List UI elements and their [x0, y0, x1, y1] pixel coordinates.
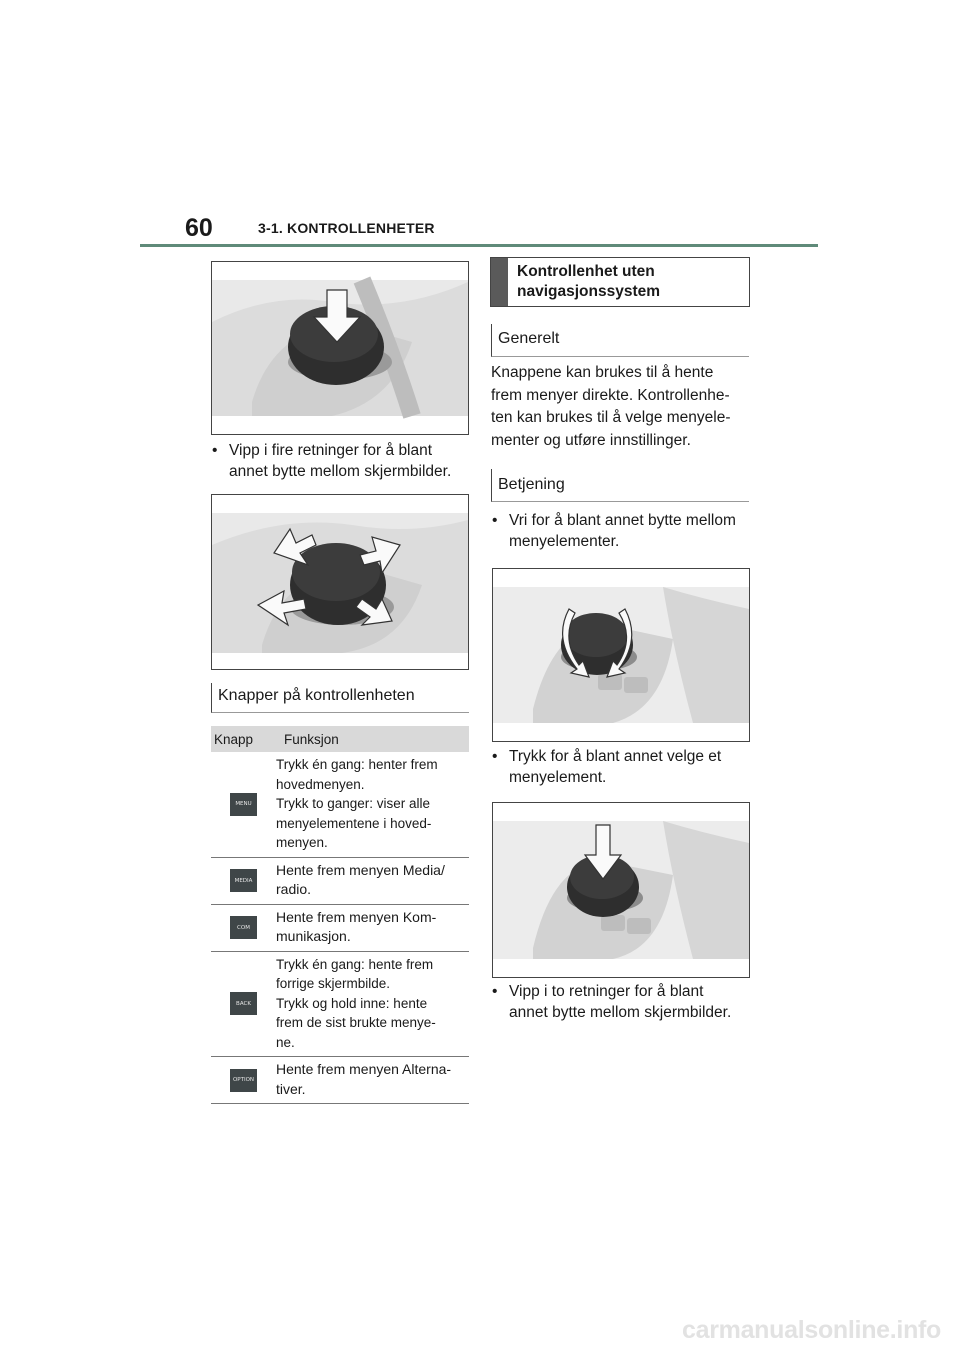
general-heading-text: Generelt	[498, 330, 560, 347]
buttons-table	[211, 726, 469, 1104]
page-number: 60	[185, 214, 213, 242]
bullet-line: annet bytte mellom skjermbilder.	[229, 463, 452, 480]
bullet-tilt-four: • Vipp i fire retninger for å blant annet bytte mellom skjermbilder.	[212, 442, 452, 480]
function-line: Hente frem menyen Media/	[276, 861, 445, 878]
bullet-line: Vipp i to retninger for å blant	[509, 983, 704, 1000]
function-line: hovedmenyen.	[276, 776, 365, 792]
media-key-icon: MEDIA	[230, 869, 257, 892]
com-key-icon: COM	[230, 916, 257, 939]
function-line: munikasjon.	[276, 928, 351, 944]
function-line: Trykk og hold inne: hente	[276, 995, 428, 1011]
buttons-heading	[211, 683, 469, 713]
option-key-icon: OPTION	[230, 1069, 257, 1092]
heading-line: navigasjonssystem	[517, 283, 661, 300]
table-row	[211, 857, 469, 904]
function-line: ne.	[276, 1034, 295, 1050]
function-line: Hente frem menyen Kom-	[276, 908, 437, 925]
back-key-icon: BACK	[230, 992, 257, 1015]
bullet-turn: • Vri for å blant annet bytte mellom menyelementer.	[492, 512, 736, 550]
paragraph-line: menter og utføre innstillinger.	[491, 431, 691, 449]
bullet-press: • Trykk for å blant annet velge et menyelement.	[492, 748, 722, 786]
function-line: radio.	[276, 881, 312, 897]
function-line: tiver.	[276, 1080, 306, 1097]
function-line: menyelementene i hoved-	[276, 815, 432, 831]
paragraph-line: Knappene kan brukes til å hente	[491, 364, 714, 381]
bullet-line: Vipp i fire retninger for å blant	[229, 442, 433, 459]
paragraph-line: frem menyer direkte. Kontrollenhe-	[491, 386, 730, 404]
general-heading	[491, 324, 749, 357]
column-header-button: Knapp	[211, 726, 276, 752]
function-line: Trykk to ganger: viser alle	[276, 796, 431, 811]
function-line: menyen.	[276, 835, 328, 850]
bullet-tilt-two: • Vipp i to retninger for å blant annet bytte mellom skjermbilder.	[492, 983, 732, 1021]
function-line: Trykk én gang: hente frem	[276, 956, 434, 972]
operation-heading-text: Betjening	[498, 476, 565, 493]
heading-line: Kontrollenhet uten	[517, 263, 655, 280]
table-row	[211, 1057, 469, 1104]
bullet-line: annet bytte mellom skjermbilder.	[509, 1004, 732, 1021]
table-row	[211, 951, 469, 1057]
function-line: Trykk én gang: henter frem	[276, 757, 438, 772]
column-header-function: Funksjon	[276, 726, 469, 752]
bullet-line: Trykk for å blant annet velge et	[509, 748, 722, 765]
figure-controller-press-2	[492, 802, 750, 978]
header-rule	[140, 244, 818, 247]
function-line: frem de sist brukte menye-	[276, 1015, 436, 1030]
figure-controller-press	[211, 261, 469, 435]
table-row	[211, 904, 469, 951]
function-line: Hente frem menyen Alterna-	[276, 1061, 452, 1077]
section-box-heading	[490, 257, 750, 307]
function-line: forrige skjermbilde.	[276, 976, 391, 991]
bullet-line: menyelement.	[509, 769, 607, 786]
bullet-line: Vri for å blant annet bytte mellom	[509, 512, 736, 529]
table-row	[211, 752, 469, 857]
menu-key-icon: MENU	[230, 793, 257, 816]
paragraph-line: ten kan brukes til å velge menyele-	[491, 409, 731, 426]
watermark: carmanualsonline.info	[682, 1316, 942, 1344]
heading-bar	[491, 258, 508, 306]
figure-controller-tilt-four	[211, 494, 469, 670]
section-title: 3-1. KONTROLLENHETER	[258, 220, 435, 236]
general-paragraph	[491, 362, 753, 452]
buttons-heading-text: Knapper på kontrollenheten	[218, 687, 415, 704]
figure-controller-turn	[492, 568, 750, 742]
bullet-line: menyelementer.	[509, 533, 620, 550]
operation-heading	[491, 469, 749, 502]
